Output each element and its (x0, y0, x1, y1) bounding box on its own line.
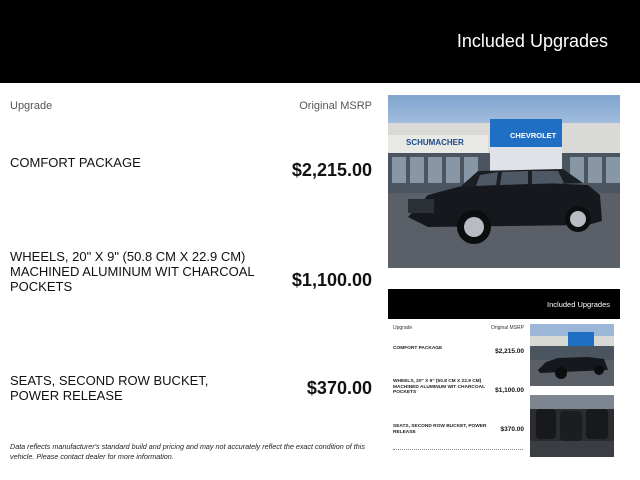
dealer-sign-text: SCHUMACHER (406, 138, 464, 147)
thumbnail-item-price: $2,215.00 (495, 348, 524, 355)
disclaimer-text: Data reflects manufacturer's standard build and pricing and may not accurately reflect the exact condition of this vehicle. Please contact dealer for more information. (10, 442, 365, 461)
upgrade-name-seats: SEATS, SECOND ROW BUCKET, POWER RELEASE (10, 373, 209, 403)
thumbnail-msrp-header: Original MSRP (490, 325, 524, 331)
thumbnail-item-name: WHEELS, 20" X 9" (50.8 CM X 22.9 CM) MACHINED ALUMINUM WIT CHARCOAL POCKETS (393, 379, 485, 396)
thumbnail-disclaimer (393, 449, 523, 453)
upgrades-card-thumbnail (388, 289, 620, 462)
page-title: Included Upgrades (456, 31, 608, 51)
thumbnail-upgrade-header: Upgrade (393, 325, 413, 331)
vehicle-photo (388, 95, 620, 268)
upgrade-price-comfort-package: $2,215.00 (291, 160, 372, 180)
thumbnail-item-name: COMFORT PACKAGE (393, 346, 443, 351)
msrp-column-header: Original MSRP (299, 100, 372, 112)
thumbnail-title: Included Upgrades (547, 300, 610, 309)
upgrade-column-header: Upgrade (10, 100, 53, 112)
thumbnail-item-price: $370.00 (500, 426, 524, 433)
thumbnail-header (388, 289, 620, 319)
thumbnail-interior-photo (530, 395, 614, 457)
header-bar (0, 0, 640, 83)
thumbnail-vehicle-photo (530, 324, 614, 386)
brand-sign-text: CHEVROLET (510, 131, 557, 140)
upgrade-name-wheels: WHEELS, 20" X 9" (50.8 CM X 22.9 CM) MACHINED ALUMINUM WIT CHARCOAL POCKETS (10, 249, 255, 294)
upgrade-price-wheels: $1,100.00 (291, 270, 372, 290)
thumbnail-item-name: SEATS, SECOND ROW BUCKET, POWER RELEASE (393, 424, 487, 435)
upgrade-name-comfort-package: COMFORT PACKAGE (10, 155, 141, 170)
upgrade-price-seats: $370.00 (306, 378, 372, 398)
thumbnail-item-price: $1,100.00 (495, 387, 524, 394)
